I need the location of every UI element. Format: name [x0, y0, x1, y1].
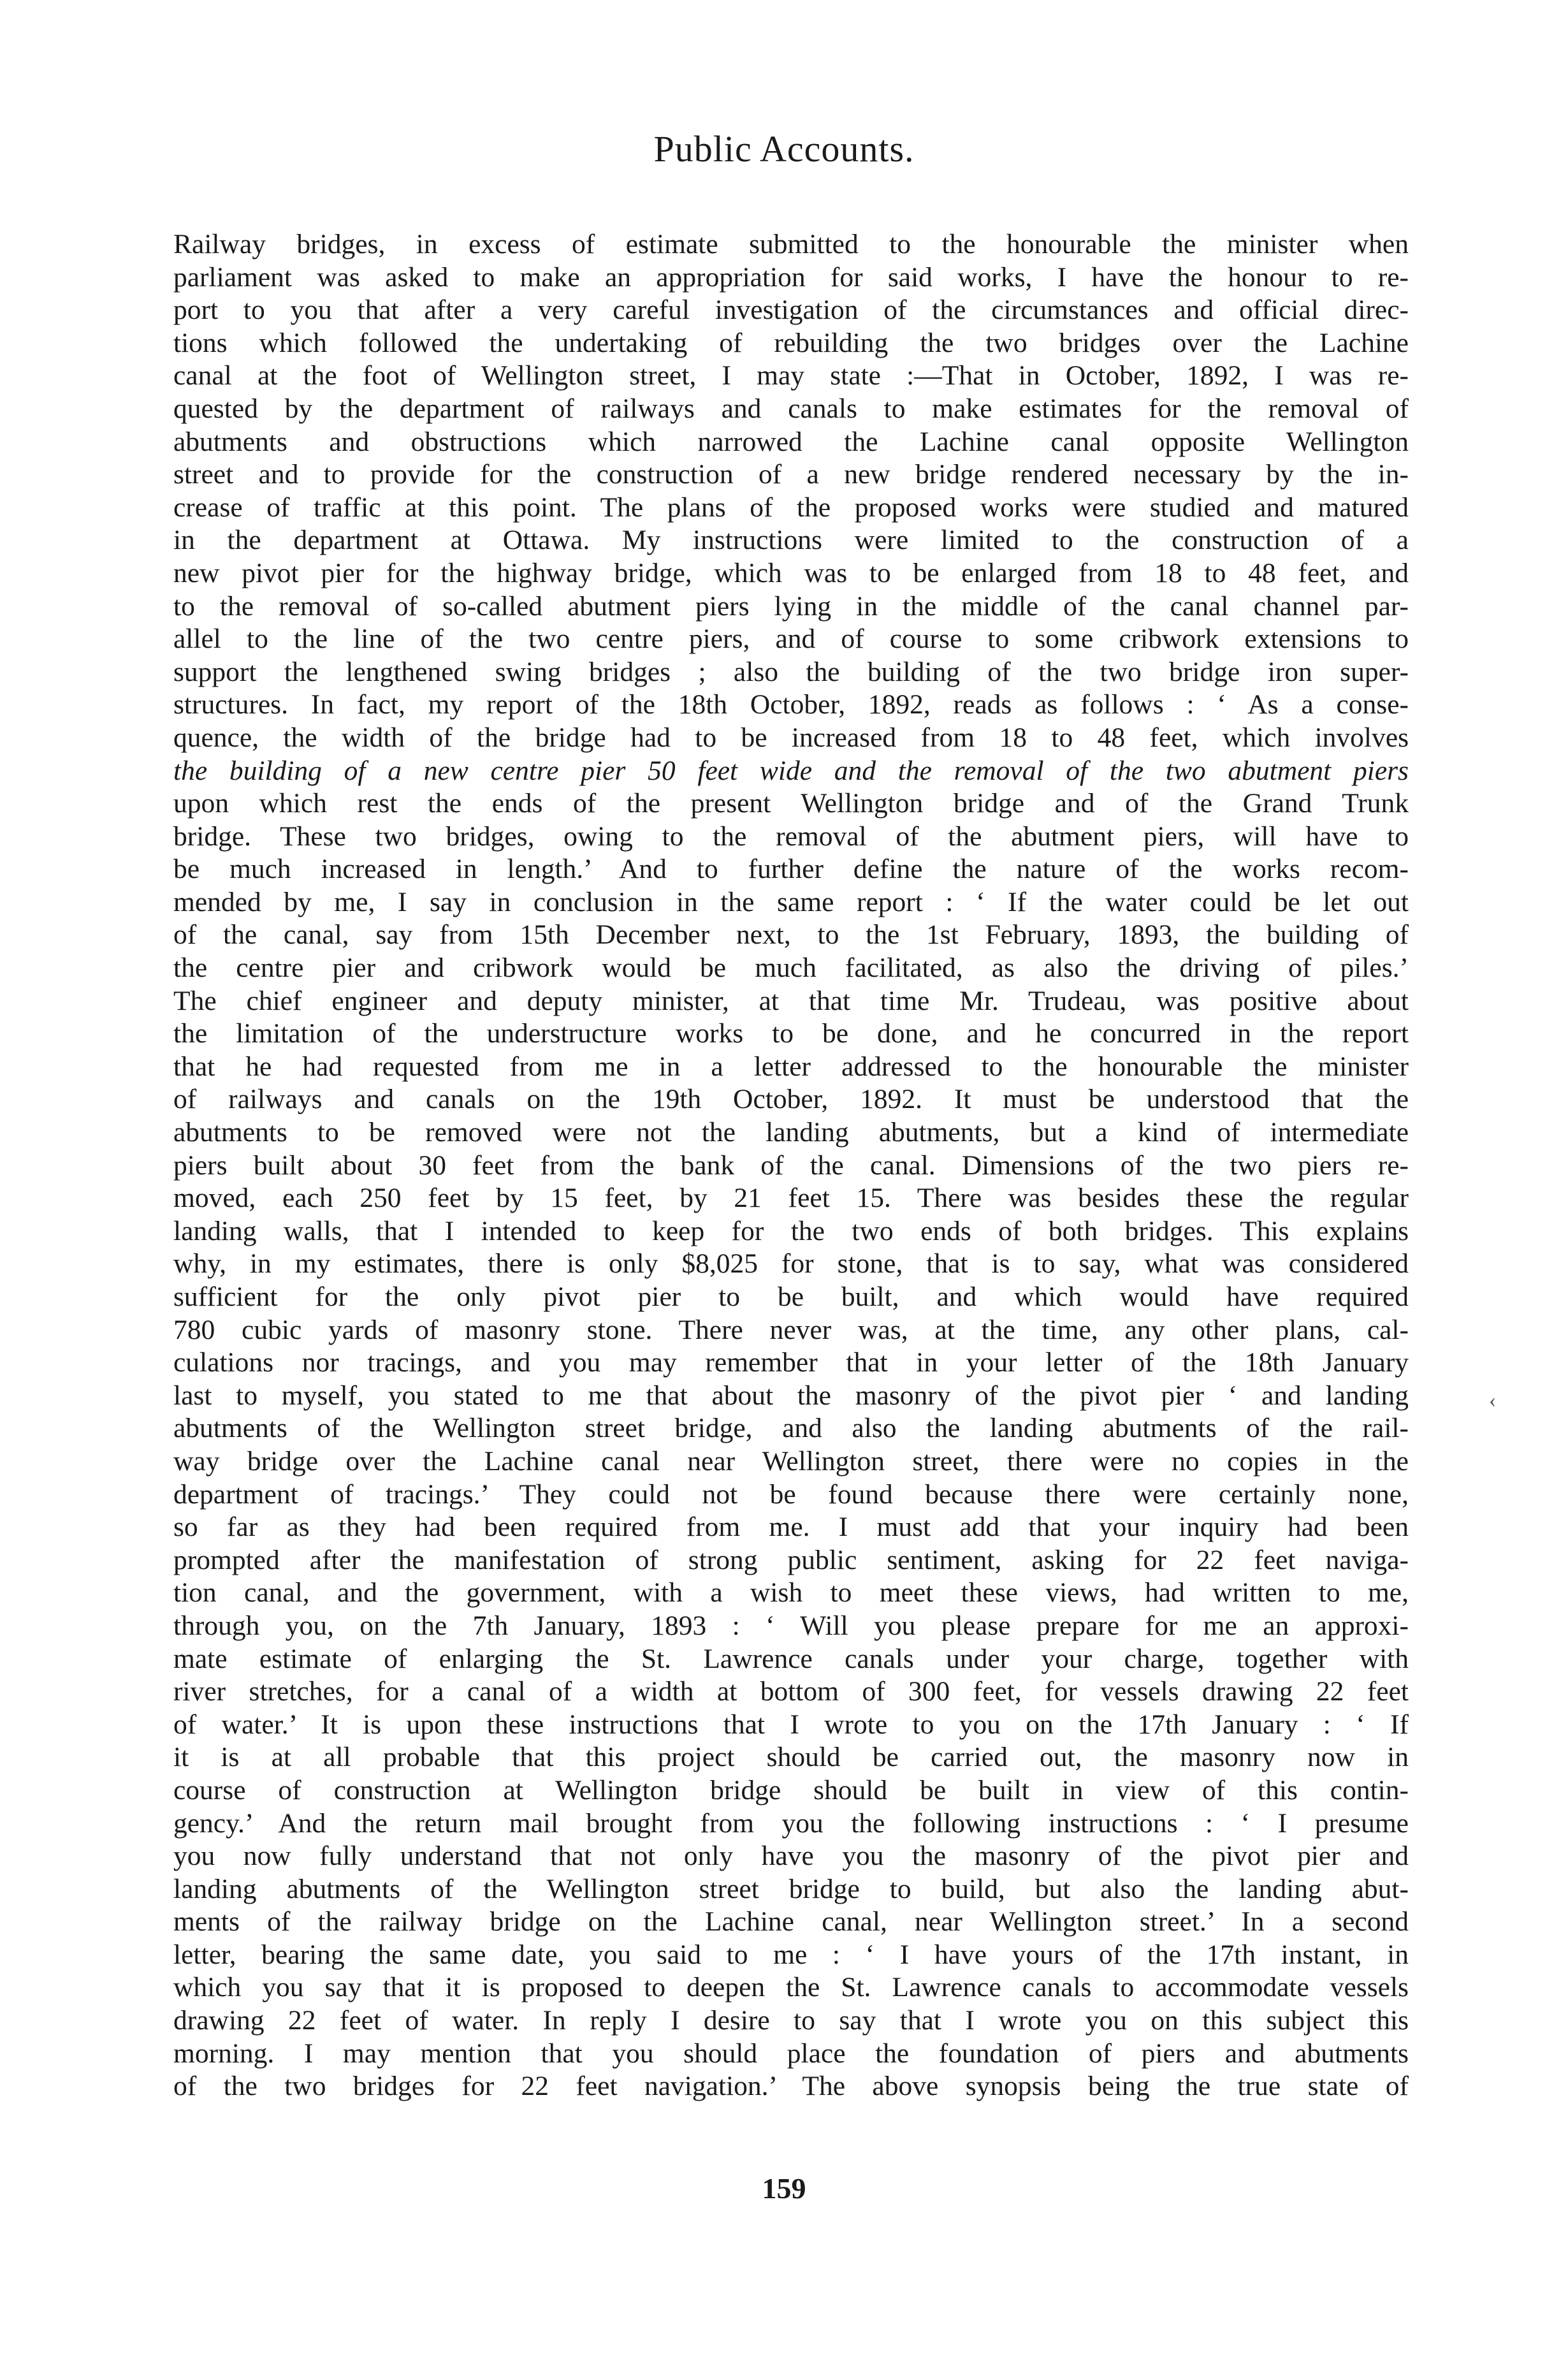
text-line: morning. I may mention that you should place the foundation of piers and abutments: [173, 2038, 1409, 2069]
text-line: parliament was asked to make an appropriation for said works, I have the honour to re-: [173, 261, 1409, 293]
text-line: abutments of the Wellington street bridge, and also the landing abutments of the rail-: [173, 1413, 1409, 1444]
text-line: abutments to be removed were not the landing abutments, but a kind of intermediate: [173, 1117, 1409, 1148]
text-line: department of tracings.’ They could not be found because there were certainly none,: [173, 1478, 1409, 1510]
text-line: culations nor tracings, and you may remember that in your letter of the 18th January: [173, 1347, 1409, 1378]
text-line: tion canal, and the government, with a wish to meet these views, had written to me,: [173, 1577, 1409, 1609]
text-line: sufficient for the only pivot pier to be built, and which would have required: [173, 1281, 1409, 1312]
text-line: The chief engineer and deputy minister, at that time Mr. Trudeau, was positive about: [173, 985, 1409, 1016]
text-line: moved, each 250 feet by 15 feet, by 21 feet 15. There was besides these the regular: [173, 1183, 1409, 1214]
text-line: landing walls, that I intended to keep for the two ends of both bridges. This explains: [173, 1215, 1409, 1246]
text-line: course of construction at Wellington bridge should be built in view of this contin-: [173, 1774, 1409, 1806]
text-line: through you, on the 7th January, 1893 : ‘ Will you please prepare for me an approxi-: [173, 1610, 1409, 1641]
text-line: landing abutments of the Wellington street bridge to build, but also the landing abut-: [173, 1873, 1409, 1904]
text-line: structures. In fact, my report of the 18th October, 1892, reads as follows : ‘ As a conse-: [173, 689, 1409, 720]
text-line: street and to provide for the construction of a new bridge rendered necessary by the in-: [173, 459, 1409, 490]
text-line: why, in my estimates, there is only $8,025 for stone, that is to say, what was considered: [173, 1248, 1409, 1280]
text-line: of the canal, say from 15th December next, to the 1st February, 1893, the building of: [173, 919, 1409, 951]
text-line: piers built about 30 feet from the bank of the canal. Dimensions of the two piers re-: [173, 1149, 1409, 1181]
running-header: Public Accounts.: [653, 128, 915, 170]
text-line: which you say that it is proposed to deepen the St. Lawrence canals to accommodate vessels: [173, 1972, 1409, 2003]
text-line: quested by the department of railways and canals to make estimates for the removal of: [173, 393, 1409, 424]
page-number: 159: [762, 2172, 806, 2205]
text-line: canal at the foot of Wellington street, I may state :—That in October, 1892, I was re-: [173, 360, 1409, 391]
text-line: of the two bridges for 22 feet navigation.’ The above synopsis being the true state of: [173, 2071, 1409, 2102]
text-line: prompted after the manifestation of strong public sentiment, asking for 22 feet naviga-: [173, 1544, 1409, 1575]
text-line: 780 cubic yards of masonry stone. There never was, at the time, any other plans, cal-: [173, 1314, 1409, 1345]
margin-annotation: ‹: [1489, 1389, 1497, 1412]
text-line: it is at all probable that this project should be carried out, the masonry now in: [173, 1742, 1409, 1773]
text-line: quence, the width of the bridge had to be increased from 18 to 48 feet, which involves: [173, 722, 1409, 753]
text-line: be much increased in length.’ And to further define the nature of the works recom-: [173, 854, 1409, 885]
text-line: drawing 22 feet of water. In reply I desire to say that I wrote you on this subject this: [173, 2005, 1409, 2036]
text-line: last to myself, you stated to me that about the masonry of the pivot pier ‘ and landing: [173, 1380, 1409, 1411]
text-line: crease of traffic at this point. The plans of the proposed works were studied and matured: [173, 492, 1409, 523]
text-line: tions which followed the undertaking of rebuilding the two bridges over the Lachine: [173, 327, 1409, 358]
text-line: the building of a new centre pier 50 feet wide and the removal of the two abutment piers: [173, 755, 1409, 786]
text-line: support the lengthened swing bridges ; also the building of the two bridge iron super-: [173, 656, 1409, 687]
text-line: abutments and obstructions which narrowed the Lachine canal opposite Wellington: [173, 426, 1409, 457]
text-line: mate estimate of enlarging the St. Lawrence canals under your charge, together with: [173, 1643, 1409, 1674]
text-line: of water.’ It is upon these instructions that I wrote to you on the 17th January : ‘ If: [173, 1709, 1409, 1740]
text-line: the limitation of the understructure works to be done, and he concurred in the report: [173, 1018, 1409, 1049]
text-line: to the removal of so-called abutment piers lying in the middle of the canal channel par-: [173, 590, 1409, 622]
body-text: [173, 228, 1409, 2103]
text-line: port to you that after a very careful investigation of the circumstances and official direc-: [173, 295, 1409, 326]
text-line: allel to the line of the two centre piers, and of course to some cribwork extensions to: [173, 624, 1409, 655]
text-line: upon which rest the ends of the present Wellington bridge and of the Grand Trunk: [173, 788, 1409, 819]
text-line: way bridge over the Lachine canal near Wellington street, there were no copies in the: [173, 1445, 1409, 1477]
text-line: in the department at Ottawa. My instructions were limited to the construction of a: [173, 525, 1409, 556]
text-line: letter, bearing the same date, you said to me : ‘ I have yours of the 17th instant, in: [173, 1939, 1409, 1970]
text-line: ments of the railway bridge on the Lachine canal, near Wellington street.’ In a second: [173, 1906, 1409, 1937]
text-line: the centre pier and cribwork would be much facilitated, as also the driving of piles.’: [173, 952, 1409, 984]
text-line: of railways and canals on the 19th October, 1892. It must be understood that the: [173, 1084, 1409, 1115]
text-line: bridge. These two bridges, owing to the removal of the abutment piers, will have to: [173, 821, 1409, 852]
text-line: river stretches, for a canal of a width at bottom of 300 feet, for vessels drawing 22 feet: [173, 1676, 1409, 1707]
text-line: that he had requested from me in a letter addressed to the honourable the minister: [173, 1051, 1409, 1082]
text-line: new pivot pier for the highway bridge, which was to be enlarged from 18 to 48 feet, and: [173, 557, 1409, 588]
text-line: mended by me, I say in conclusion in the same report : ‘ If the water could be let out: [173, 886, 1409, 917]
text-line: so far as they had been required from me. I must add that your inquiry had been: [173, 1512, 1409, 1543]
text-line: you now fully understand that not only have you the masonry of the pivot pier and: [173, 1841, 1409, 1872]
text-line: gency.’ And the return mail brought from you the following instructions : ‘ I presume: [173, 1807, 1409, 1839]
text-line: Railway bridges, in excess of estimate submitted to the honourable the minister when: [173, 229, 1409, 259]
